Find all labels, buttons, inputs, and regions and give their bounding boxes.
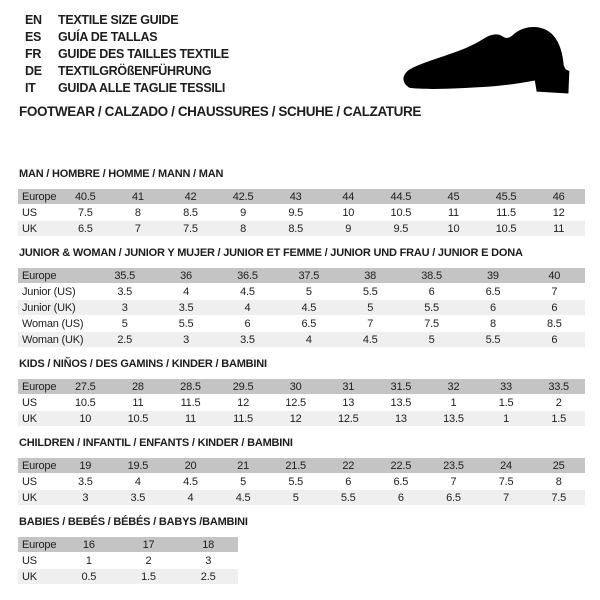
table-row — [18, 490, 585, 505]
size-cell: 31.5 — [375, 379, 428, 394]
language-line — [25, 29, 229, 46]
language-title-list — [25, 12, 229, 97]
size-cell: 11.5 — [217, 411, 270, 426]
table-row — [18, 379, 585, 394]
row-label: Europe — [18, 189, 59, 204]
size-cell: 4 — [155, 284, 216, 299]
size-cell: 41 — [112, 189, 165, 204]
size-cell: 3.5 — [112, 490, 165, 505]
size-cell: 6 — [524, 300, 585, 315]
size-cell: 12 — [217, 395, 270, 410]
size-tables — [18, 168, 585, 595]
size-cell: 5 — [401, 332, 462, 347]
language-title: GUIDE DES TAILLES TEXTILE — [58, 47, 229, 61]
size-cell: 3.5 — [217, 332, 278, 347]
size-cell: 6.5 — [462, 284, 523, 299]
size-cell: 8 — [462, 316, 523, 331]
size-cell: 40.5 — [59, 189, 112, 204]
size-cell: 13.5 — [427, 411, 480, 426]
language-code: DE — [25, 64, 42, 78]
size-cell: 2.5 — [178, 569, 238, 584]
size-cell: 35.5 — [94, 268, 155, 283]
size-cell: 6.5 — [278, 316, 339, 331]
size-cell: 45.5 — [480, 189, 533, 204]
size-table-block — [18, 516, 585, 585]
language-title: TEXTILE SIZE GUIDE — [58, 13, 179, 27]
table-row — [18, 300, 585, 315]
size-cell: 9.5 — [269, 205, 322, 220]
size-cell: 46 — [532, 189, 585, 204]
size-cell: 13 — [375, 411, 428, 426]
size-cell: 4 — [112, 474, 165, 489]
size-cell: 5 — [217, 474, 270, 489]
size-cell: 1 — [480, 411, 533, 426]
size-cell: 11 — [164, 411, 217, 426]
size-cell: 5.5 — [155, 316, 216, 331]
size-cell: 5.5 — [401, 300, 462, 315]
size-cell: 12 — [269, 411, 322, 426]
table-row — [18, 268, 585, 283]
size-table — [18, 188, 585, 237]
table-row — [18, 458, 585, 473]
table-row — [18, 553, 238, 568]
size-cell: 5.5 — [269, 474, 322, 489]
language-line — [25, 12, 229, 29]
size-cell: 43 — [269, 189, 322, 204]
size-cell: 7.5 — [480, 474, 533, 489]
row-label: US — [18, 395, 59, 410]
size-cell: 45 — [427, 189, 480, 204]
size-cell: 21.5 — [269, 458, 322, 473]
size-cell: 2.5 — [94, 332, 155, 347]
size-cell: 3 — [59, 490, 112, 505]
table-row — [18, 205, 585, 220]
size-cell: 25 — [532, 458, 585, 473]
row-label: Woman (US) — [18, 316, 94, 331]
size-cell: 40 — [524, 268, 585, 283]
size-cell: 6 — [322, 474, 375, 489]
table-row — [18, 474, 585, 489]
size-cell: 4.5 — [340, 332, 401, 347]
table-row — [18, 411, 585, 426]
table-title: KIDS / NIÑOS / DES GAMINS / KINDER / BAMBINI — [19, 358, 267, 370]
size-cell: 7.5 — [401, 316, 462, 331]
size-cell: 8.5 — [269, 221, 322, 236]
size-cell: 10.5 — [112, 411, 165, 426]
language-line — [25, 80, 229, 97]
size-cell: 4.5 — [278, 300, 339, 315]
size-cell: 37.5 — [278, 268, 339, 283]
size-cell: 32 — [427, 379, 480, 394]
size-cell: 5 — [94, 316, 155, 331]
size-table-block — [18, 168, 585, 237]
size-cell: 11 — [112, 395, 165, 410]
size-cell: 10.5 — [59, 395, 112, 410]
size-cell: 3.5 — [94, 284, 155, 299]
size-cell: 20 — [164, 458, 217, 473]
size-cell: 7.5 — [59, 205, 112, 220]
size-cell: 27.5 — [59, 379, 112, 394]
size-cell: 1.5 — [119, 569, 179, 584]
language-title: TEXTILGRÖßENFÜHRUNG — [58, 64, 212, 78]
row-label: Europe — [18, 458, 59, 473]
row-label: UK — [18, 569, 59, 584]
size-cell: 38 — [340, 268, 401, 283]
size-cell: 5.5 — [322, 490, 375, 505]
size-cell: 6.5 — [375, 474, 428, 489]
row-label: UK — [18, 221, 59, 236]
size-cell: 6 — [217, 316, 278, 331]
size-cell: 17 — [119, 537, 179, 552]
category-title: FOOTWEAR / CALZADO / CHAUSSURES / SCHUHE / CALZATURE — [19, 104, 421, 119]
language-title: GUIDA ALLE TAGLIE TESSILI — [58, 81, 226, 95]
size-cell: 18 — [178, 537, 238, 552]
size-cell: 4.5 — [217, 284, 278, 299]
size-cell: 2 — [119, 553, 179, 568]
size-cell: 33 — [480, 379, 533, 394]
row-label: Europe — [18, 537, 59, 552]
table-title: MAN / HOMBRE / HOMME / MANN / MAN — [19, 168, 224, 180]
size-table-block — [18, 358, 585, 427]
size-cell: 28.5 — [164, 379, 217, 394]
size-cell: 1 — [427, 395, 480, 410]
size-cell: 10 — [322, 205, 375, 220]
language-title: GUÍA DE TALLAS — [58, 30, 158, 44]
table-title: JUNIOR & WOMAN / JUNIOR Y MUJER / JUNIOR ET FEMME / JUNIOR UND FRAU / JUNIOR E DONA — [19, 247, 523, 259]
size-cell: 22 — [322, 458, 375, 473]
table-row — [18, 221, 585, 236]
size-cell: 44.5 — [375, 189, 428, 204]
size-cell: 8.5 — [164, 205, 217, 220]
size-cell: 36.5 — [217, 268, 278, 283]
row-label: US — [18, 205, 59, 220]
size-cell: 2 — [532, 395, 585, 410]
shoe-icon — [396, 17, 584, 101]
language-code: EN — [25, 13, 42, 27]
size-cell: 11.5 — [164, 395, 217, 410]
size-cell: 28 — [112, 379, 165, 394]
size-cell: 19 — [59, 458, 112, 473]
language-code: FR — [25, 47, 42, 61]
size-cell: 5 — [278, 284, 339, 299]
size-cell: 11 — [532, 221, 585, 236]
size-cell: 10 — [427, 221, 480, 236]
size-cell: 7.5 — [164, 221, 217, 236]
size-cell: 9.5 — [375, 221, 428, 236]
size-table — [18, 378, 585, 427]
size-cell: 6.5 — [59, 221, 112, 236]
size-cell: 7 — [340, 316, 401, 331]
row-label: Woman (UK) — [18, 332, 94, 347]
size-table — [18, 457, 585, 506]
size-cell: 7 — [480, 490, 533, 505]
size-cell: 39 — [462, 268, 523, 283]
size-cell: 5.5 — [462, 332, 523, 347]
size-cell: 8 — [217, 221, 270, 236]
table-row — [18, 284, 585, 299]
size-cell: 19.5 — [112, 458, 165, 473]
size-cell: 30 — [269, 379, 322, 394]
size-cell: 9 — [217, 205, 270, 220]
size-cell: 16 — [59, 537, 119, 552]
table-row — [18, 316, 585, 331]
size-cell: 22.5 — [375, 458, 428, 473]
size-cell: 7 — [112, 221, 165, 236]
size-cell: 4.5 — [217, 490, 270, 505]
table-row — [18, 189, 585, 204]
size-cell: 7 — [524, 284, 585, 299]
row-label: UK — [18, 411, 59, 426]
size-cell: 3 — [94, 300, 155, 315]
size-cell: 6.5 — [427, 490, 480, 505]
size-cell: 11 — [427, 205, 480, 220]
size-cell: 42.5 — [217, 189, 270, 204]
size-cell: 0.5 — [59, 569, 119, 584]
size-cell: 3 — [155, 332, 216, 347]
size-cell: 10.5 — [375, 205, 428, 220]
size-cell: 44 — [322, 189, 375, 204]
size-cell: 3.5 — [59, 474, 112, 489]
size-cell: 1.5 — [480, 395, 533, 410]
size-cell: 4 — [217, 300, 278, 315]
size-cell: 4 — [164, 490, 217, 505]
row-label: US — [18, 474, 59, 489]
size-cell: 6 — [524, 332, 585, 347]
size-cell: 9 — [322, 221, 375, 236]
size-cell: 31 — [322, 379, 375, 394]
size-cell: 38.5 — [401, 268, 462, 283]
table-row — [18, 569, 238, 584]
table-title: BABIES / BEBÉS / BÉBÉS / BABYS /BAMBINI — [19, 516, 248, 528]
size-cell: 29.5 — [217, 379, 270, 394]
size-cell: 13 — [322, 395, 375, 410]
size-cell: 8.5 — [524, 316, 585, 331]
size-cell: 12.5 — [269, 395, 322, 410]
size-cell: 12.5 — [322, 411, 375, 426]
size-cell: 13.5 — [375, 395, 428, 410]
size-table-block — [18, 437, 585, 506]
size-cell: 12 — [532, 205, 585, 220]
size-cell: 3 — [178, 553, 238, 568]
size-cell: 21 — [217, 458, 270, 473]
size-cell: 1 — [59, 553, 119, 568]
size-table — [18, 536, 238, 585]
row-label: Europe — [18, 268, 94, 283]
size-cell: 4.5 — [164, 474, 217, 489]
size-cell: 5 — [340, 300, 401, 315]
language-code: ES — [25, 30, 42, 44]
size-cell: 5.5 — [340, 284, 401, 299]
size-cell: 1.5 — [532, 411, 585, 426]
size-cell: 8 — [112, 205, 165, 220]
size-cell: 8 — [532, 474, 585, 489]
size-cell: 11.5 — [480, 205, 533, 220]
row-label: Junior (UK) — [18, 300, 94, 315]
size-cell: 23.5 — [427, 458, 480, 473]
size-cell: 33.5 — [532, 379, 585, 394]
size-cell: 10.5 — [480, 221, 533, 236]
size-table — [18, 267, 585, 348]
language-line — [25, 46, 229, 63]
table-row — [18, 395, 585, 410]
size-cell: 4 — [278, 332, 339, 347]
size-cell: 7 — [427, 474, 480, 489]
size-table-block — [18, 247, 585, 348]
size-cell: 6 — [375, 490, 428, 505]
row-label: US — [18, 553, 59, 568]
table-row — [18, 332, 585, 347]
size-cell: 36 — [155, 268, 216, 283]
row-label: Europe — [18, 379, 59, 394]
table-row — [18, 537, 238, 552]
size-cell: 5 — [269, 490, 322, 505]
size-cell: 6 — [462, 300, 523, 315]
row-label: Junior (US) — [18, 284, 94, 299]
size-cell: 10 — [59, 411, 112, 426]
size-cell: 6 — [401, 284, 462, 299]
table-title: CHILDREN / INFANTIL / ENFANTS / KINDER / BAMBINI — [19, 437, 293, 449]
size-cell: 3.5 — [155, 300, 216, 315]
size-cell: 24 — [480, 458, 533, 473]
language-line — [25, 63, 229, 80]
language-code: IT — [25, 81, 36, 95]
size-cell: 42 — [164, 189, 217, 204]
row-label: UK — [18, 490, 59, 505]
size-cell: 7.5 — [532, 490, 585, 505]
